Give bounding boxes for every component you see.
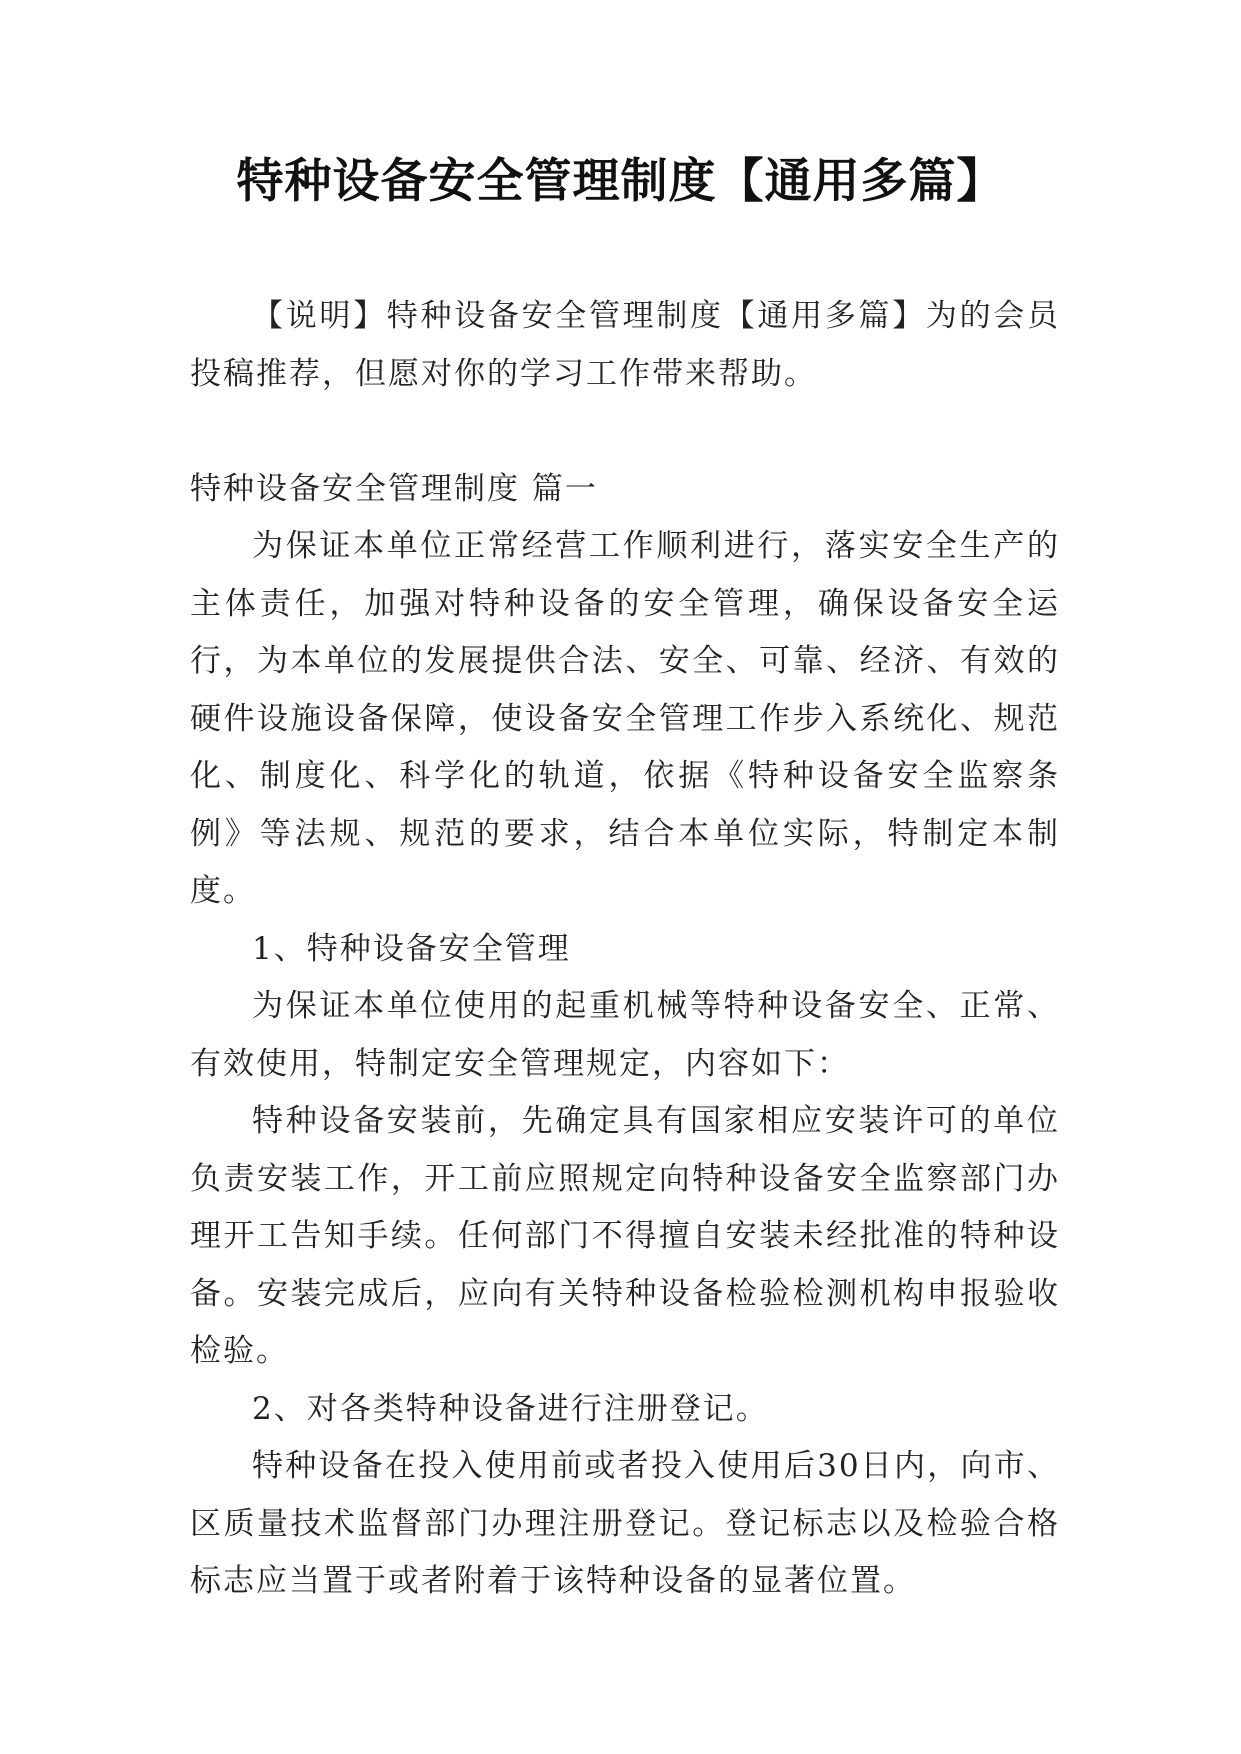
paragraph-registration: 特种设备在投入使用前或者投入使用后30日内，向市、区质量技术监督部门办理注册登记。登记标志以及检验合格标志应当置于或者附着于该特种设备的显著位置。 xyxy=(190,1448,1060,1599)
paragraph-usage: 为保证本单位使用的起重机械等特种设备安全、正常、有效使用，特制定安全管理规定，内容如下： xyxy=(190,988,1060,1082)
subheading-1: 1、特种设备安全管理 xyxy=(252,930,571,967)
paragraph-installation: 特种设备安装前，先确定具有国家相应安装许可的单位负责安装工作，开工前应照规定向特种设备安全监察部门办理开工告知手续。任何部门不得擅自安装未经批准的特种设备。安装完成后，应向有关特种设备检验检测机构申报验收检验。 xyxy=(190,1103,1060,1369)
intro-paragraph: 【说明】特种设备安全管理制度【通用多篇】为的会员投稿推荐，但愿对你的学习工作带来帮助。 xyxy=(190,298,1060,392)
document-body xyxy=(190,288,1060,1611)
paragraph-purpose: 为保证本单位正常经营工作顺利进行，落实安全生产的主体责任，加强对特种设备的安全管理，确保设备安全运行，为本单位的发展提供合法、安全、可靠、经济、有效的硬件设施设备保障，使设备安全管理工作步入系统化、规范化、制度化、科学化的轨道，依据《特种设备安全监察条例》等法规、规范的要求，结合本单位实际，特制定本制度。 xyxy=(190,528,1060,909)
section-heading: 特种设备安全管理制度 篇一 xyxy=(190,470,598,507)
document-title: 特种设备安全管理制度【通用多篇】 xyxy=(236,154,1005,209)
spacer xyxy=(190,403,1060,461)
subheading-2: 2、对各类特种设备进行注册登记。 xyxy=(252,1390,769,1427)
